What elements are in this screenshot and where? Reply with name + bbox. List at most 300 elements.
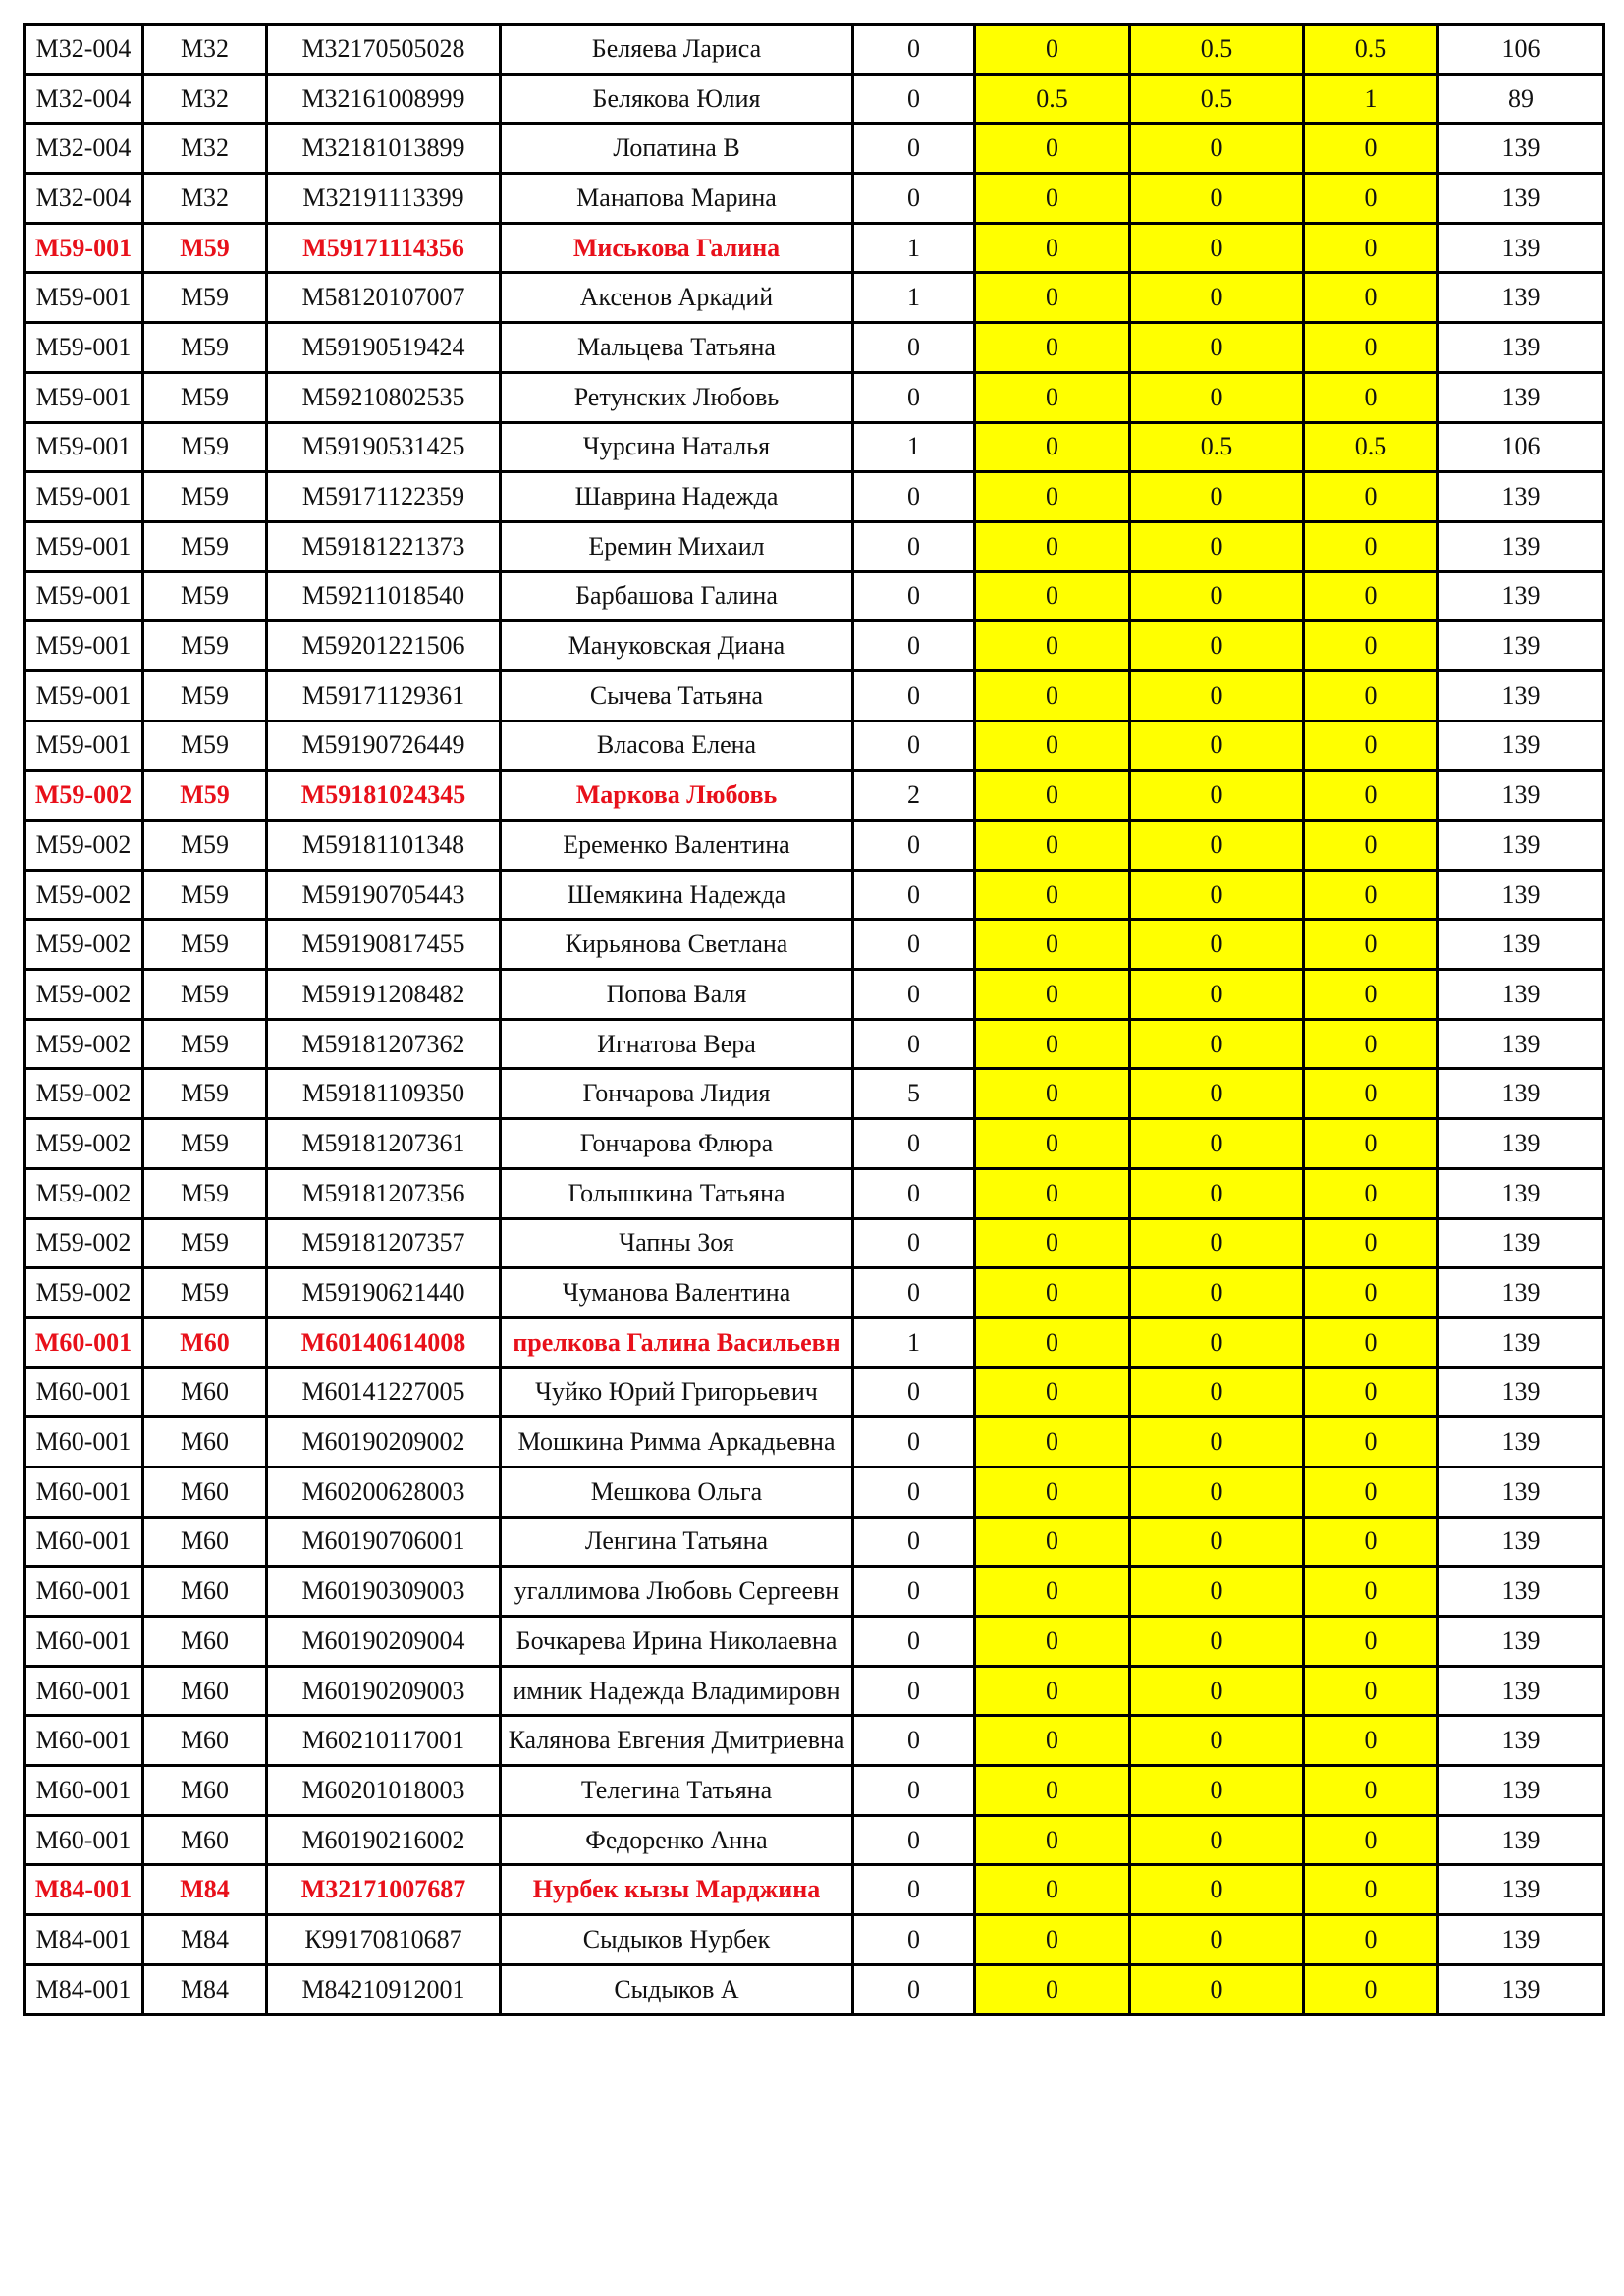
member-name-cell: Беляева Лариса <box>501 25 853 75</box>
member-id-cell: М60140614008 <box>267 1317 501 1367</box>
table-row <box>25 124 1604 174</box>
value-b-cell: 0 <box>1130 670 1304 721</box>
value-a-cell: 0 <box>975 1069 1130 1119</box>
value-c-cell: 0 <box>1304 1367 1438 1417</box>
member-name-cell: Власова Елена <box>501 721 853 771</box>
value-a-cell: 0 <box>975 1567 1130 1617</box>
member-id-cell: М59181024345 <box>267 771 501 821</box>
member-name-cell: Аксенов Аркадий <box>501 273 853 323</box>
branch-code-cell: М59 <box>143 721 267 771</box>
group-code-cell: М59-001 <box>25 372 143 422</box>
value-c-cell: 0 <box>1304 1019 1438 1069</box>
value-b-cell: 0 <box>1130 1168 1304 1218</box>
value-a-cell: 0 <box>975 1367 1130 1417</box>
member-name-cell: Манапова Марина <box>501 174 853 224</box>
member-id-cell: М59201221506 <box>267 621 501 671</box>
branch-code-cell: М59 <box>143 670 267 721</box>
member-id-cell: М32161008999 <box>267 74 501 124</box>
count-cell: 1 <box>853 1317 975 1367</box>
count-cell: 0 <box>853 1168 975 1218</box>
member-id-cell: М32191113399 <box>267 174 501 224</box>
group-code-cell: М32-004 <box>25 174 143 224</box>
branch-code-cell: М59 <box>143 920 267 970</box>
group-code-cell: М59-002 <box>25 870 143 920</box>
group-code-cell: М60-001 <box>25 1417 143 1468</box>
table-row <box>25 621 1604 671</box>
member-name-cell: Еремин Михаил <box>501 521 853 571</box>
branch-code-cell: М60 <box>143 1467 267 1517</box>
member-name-cell: Чуйко Юрий Григорьевич <box>501 1367 853 1417</box>
total-cell: 139 <box>1438 1019 1604 1069</box>
member-id-cell: М59190621440 <box>267 1268 501 1318</box>
value-b-cell: 0.5 <box>1130 422 1304 472</box>
branch-code-cell: М84 <box>143 1964 267 2014</box>
value-a-cell: 0 <box>975 1815 1130 1865</box>
group-code-cell: М60-001 <box>25 1716 143 1766</box>
table-row <box>25 323 1604 373</box>
value-a-cell: 0 <box>975 25 1130 75</box>
group-code-cell: М59-001 <box>25 670 143 721</box>
total-cell: 139 <box>1438 1716 1604 1766</box>
total-cell: 89 <box>1438 74 1604 124</box>
value-b-cell: 0 <box>1130 1317 1304 1367</box>
value-a-cell: 0 <box>975 372 1130 422</box>
value-c-cell: 0 <box>1304 1666 1438 1716</box>
count-cell: 1 <box>853 223 975 273</box>
count-cell: 0 <box>853 74 975 124</box>
value-b-cell: 0 <box>1130 571 1304 621</box>
member-id-cell: М59171129361 <box>267 670 501 721</box>
total-cell: 139 <box>1438 472 1604 522</box>
value-c-cell: 0 <box>1304 1964 1438 2014</box>
count-cell: 0 <box>853 721 975 771</box>
member-name-cell: угаллимова Любовь Сергеевн <box>501 1567 853 1617</box>
table-row <box>25 1915 1604 1965</box>
group-code-cell: М59-001 <box>25 621 143 671</box>
total-cell: 139 <box>1438 1617 1604 1667</box>
group-code-cell: М32-004 <box>25 124 143 174</box>
member-name-cell: Ленгина Татьяна <box>501 1517 853 1567</box>
group-code-cell: М59-002 <box>25 1168 143 1218</box>
value-b-cell: 0 <box>1130 124 1304 174</box>
total-cell: 139 <box>1438 124 1604 174</box>
total-cell: 139 <box>1438 1915 1604 1965</box>
value-c-cell: 0 <box>1304 223 1438 273</box>
branch-code-cell: М60 <box>143 1766 267 1816</box>
value-b-cell: 0 <box>1130 821 1304 871</box>
table-row <box>25 920 1604 970</box>
branch-code-cell: М32 <box>143 124 267 174</box>
value-a-cell: 0.5 <box>975 74 1130 124</box>
table-row <box>25 1517 1604 1567</box>
value-a-cell: 0 <box>975 174 1130 224</box>
total-cell: 139 <box>1438 1815 1604 1865</box>
branch-code-cell: М60 <box>143 1517 267 1567</box>
value-a-cell: 0 <box>975 1019 1130 1069</box>
value-c-cell: 0 <box>1304 670 1438 721</box>
value-c-cell: 0 <box>1304 124 1438 174</box>
table-row <box>25 1666 1604 1716</box>
table-row <box>25 571 1604 621</box>
count-cell: 0 <box>853 372 975 422</box>
value-a-cell: 0 <box>975 1517 1130 1567</box>
member-id-cell: М60200628003 <box>267 1467 501 1517</box>
table-row <box>25 1218 1604 1268</box>
member-id-cell: М60190309003 <box>267 1567 501 1617</box>
branch-code-cell: М59 <box>143 1119 267 1169</box>
value-c-cell: 0 <box>1304 273 1438 323</box>
group-code-cell: М59-002 <box>25 1218 143 1268</box>
table-row <box>25 1567 1604 1617</box>
branch-code-cell: М32 <box>143 174 267 224</box>
value-b-cell: 0 <box>1130 1119 1304 1169</box>
value-a-cell: 0 <box>975 621 1130 671</box>
branch-code-cell: М60 <box>143 1417 267 1468</box>
member-id-cell: М59181207357 <box>267 1218 501 1268</box>
group-code-cell: М59-001 <box>25 472 143 522</box>
group-code-cell: М59-002 <box>25 821 143 871</box>
member-id-cell: М59211018540 <box>267 571 501 621</box>
branch-code-cell: М84 <box>143 1915 267 1965</box>
table-row <box>25 1716 1604 1766</box>
table-row <box>25 1766 1604 1816</box>
table-row <box>25 1367 1604 1417</box>
value-a-cell: 0 <box>975 1865 1130 1915</box>
member-id-cell: М59171114356 <box>267 223 501 273</box>
group-code-cell: М60-001 <box>25 1467 143 1517</box>
value-a-cell: 0 <box>975 1268 1130 1318</box>
count-cell: 0 <box>853 1517 975 1567</box>
value-c-cell: 0 <box>1304 1716 1438 1766</box>
branch-code-cell: М59 <box>143 1019 267 1069</box>
member-name-cell: Лопатина В <box>501 124 853 174</box>
total-cell: 139 <box>1438 970 1604 1020</box>
total-cell: 139 <box>1438 1218 1604 1268</box>
table-row <box>25 1317 1604 1367</box>
value-c-cell: 0 <box>1304 1119 1438 1169</box>
count-cell: 0 <box>853 521 975 571</box>
table-row <box>25 1964 1604 2014</box>
value-a-cell: 0 <box>975 821 1130 871</box>
member-name-cell: Попова Валя <box>501 970 853 1020</box>
count-cell: 0 <box>853 670 975 721</box>
member-id-cell: М59190726449 <box>267 721 501 771</box>
member-id-cell: М84210912001 <box>267 1964 501 2014</box>
member-id-cell: М59190817455 <box>267 920 501 970</box>
branch-code-cell: М59 <box>143 372 267 422</box>
member-name-cell: Чапны Зоя <box>501 1218 853 1268</box>
value-c-cell: 0 <box>1304 721 1438 771</box>
total-cell: 106 <box>1438 422 1604 472</box>
total-cell: 139 <box>1438 571 1604 621</box>
count-cell: 0 <box>853 970 975 1020</box>
value-c-cell: 0 <box>1304 970 1438 1020</box>
count-cell: 0 <box>853 174 975 224</box>
member-name-cell: Гончарова Флюра <box>501 1119 853 1169</box>
member-name-cell: Мешкова Ольга <box>501 1467 853 1517</box>
value-b-cell: 0 <box>1130 920 1304 970</box>
group-code-cell: М84-001 <box>25 1964 143 2014</box>
group-code-cell: М60-001 <box>25 1766 143 1816</box>
member-name-cell: Шемякина Надежда <box>501 870 853 920</box>
value-c-cell: 0.5 <box>1304 25 1438 75</box>
value-b-cell: 0 <box>1130 323 1304 373</box>
branch-code-cell: М59 <box>143 621 267 671</box>
value-c-cell: 0 <box>1304 1268 1438 1318</box>
count-cell: 5 <box>853 1069 975 1119</box>
value-b-cell: 0.5 <box>1130 25 1304 75</box>
value-b-cell: 0 <box>1130 771 1304 821</box>
value-c-cell: 0 <box>1304 1865 1438 1915</box>
value-a-cell: 0 <box>975 124 1130 174</box>
branch-code-cell: М59 <box>143 970 267 1020</box>
count-cell: 0 <box>853 821 975 871</box>
count-cell: 0 <box>853 1367 975 1417</box>
member-id-cell: М59181101348 <box>267 821 501 871</box>
branch-code-cell: М60 <box>143 1317 267 1367</box>
group-code-cell: М59-001 <box>25 422 143 472</box>
member-id-cell: М59190705443 <box>267 870 501 920</box>
count-cell: 0 <box>853 1716 975 1766</box>
member-name-cell: Бочкарева Ирина Николаевна <box>501 1617 853 1667</box>
value-a-cell: 0 <box>975 1766 1130 1816</box>
table-row <box>25 422 1604 472</box>
total-cell: 139 <box>1438 1317 1604 1367</box>
group-code-cell: М60-001 <box>25 1517 143 1567</box>
branch-code-cell: М59 <box>143 1268 267 1318</box>
table-row <box>25 1168 1604 1218</box>
value-c-cell: 0 <box>1304 1915 1438 1965</box>
member-id-cell: М60190216002 <box>267 1815 501 1865</box>
count-cell: 0 <box>853 1617 975 1667</box>
count-cell: 0 <box>853 1915 975 1965</box>
total-cell: 139 <box>1438 372 1604 422</box>
value-a-cell: 0 <box>975 1417 1130 1468</box>
table-row <box>25 521 1604 571</box>
member-id-cell: М32170505028 <box>267 25 501 75</box>
value-b-cell: 0 <box>1130 372 1304 422</box>
branch-code-cell: М59 <box>143 1218 267 1268</box>
total-cell: 139 <box>1438 323 1604 373</box>
table-row <box>25 1865 1604 1915</box>
table-row <box>25 74 1604 124</box>
table-row <box>25 771 1604 821</box>
value-c-cell: 0 <box>1304 1218 1438 1268</box>
table-row <box>25 372 1604 422</box>
total-cell: 139 <box>1438 721 1604 771</box>
branch-code-cell: М59 <box>143 223 267 273</box>
group-code-cell: М59-001 <box>25 721 143 771</box>
value-b-cell: 0 <box>1130 1467 1304 1517</box>
value-b-cell: 0 <box>1130 1716 1304 1766</box>
branch-code-cell: М60 <box>143 1815 267 1865</box>
value-c-cell: 0 <box>1304 1417 1438 1468</box>
total-cell: 139 <box>1438 1168 1604 1218</box>
count-cell: 0 <box>853 1815 975 1865</box>
count-cell: 2 <box>853 771 975 821</box>
count-cell: 1 <box>853 273 975 323</box>
value-b-cell: 0 <box>1130 521 1304 571</box>
branch-code-cell: М32 <box>143 25 267 75</box>
value-b-cell: 0 <box>1130 721 1304 771</box>
count-cell: 0 <box>853 870 975 920</box>
member-id-cell: М59171122359 <box>267 472 501 522</box>
value-b-cell: 0 <box>1130 174 1304 224</box>
member-name-cell: Мошкина Римма Аркадьевна <box>501 1417 853 1468</box>
member-id-cell: М59210802535 <box>267 372 501 422</box>
total-cell: 139 <box>1438 670 1604 721</box>
count-cell: 0 <box>853 1666 975 1716</box>
table-row <box>25 821 1604 871</box>
value-b-cell: 0.5 <box>1130 74 1304 124</box>
branch-code-cell: М59 <box>143 1168 267 1218</box>
value-a-cell: 0 <box>975 472 1130 522</box>
value-b-cell: 0 <box>1130 1417 1304 1468</box>
group-code-cell: М32-004 <box>25 25 143 75</box>
value-a-cell: 0 <box>975 870 1130 920</box>
count-cell: 0 <box>853 1417 975 1468</box>
member-id-cell: М59181221373 <box>267 521 501 571</box>
value-a-cell: 0 <box>975 1317 1130 1367</box>
member-name-cell: Федоренко Анна <box>501 1815 853 1865</box>
member-name-cell: Гончарова Лидия <box>501 1069 853 1119</box>
value-c-cell: 0 <box>1304 1069 1438 1119</box>
member-name-cell: Нурбек кызы Марджина <box>501 1865 853 1915</box>
count-cell: 0 <box>853 472 975 522</box>
value-c-cell: 0 <box>1304 870 1438 920</box>
value-a-cell: 0 <box>975 273 1130 323</box>
branch-code-cell: М60 <box>143 1666 267 1716</box>
total-cell: 139 <box>1438 1367 1604 1417</box>
table-row <box>25 1019 1604 1069</box>
group-code-cell: М59-002 <box>25 970 143 1020</box>
total-cell: 139 <box>1438 1865 1604 1915</box>
value-a-cell: 0 <box>975 1915 1130 1965</box>
table-row <box>25 174 1604 224</box>
value-a-cell: 0 <box>975 1119 1130 1169</box>
value-c-cell: 0 <box>1304 372 1438 422</box>
value-a-cell: 0 <box>975 920 1130 970</box>
member-name-cell: Маркова Любовь <box>501 771 853 821</box>
member-id-cell: М59190519424 <box>267 323 501 373</box>
member-name-cell: прелкова Галина Васильевн <box>501 1317 853 1367</box>
count-cell: 0 <box>853 571 975 621</box>
value-c-cell: 0 <box>1304 821 1438 871</box>
group-code-cell: М59-002 <box>25 1268 143 1318</box>
value-b-cell: 0 <box>1130 1964 1304 2014</box>
table-row <box>25 1467 1604 1517</box>
value-a-cell: 0 <box>975 1716 1130 1766</box>
total-cell: 139 <box>1438 1567 1604 1617</box>
value-a-cell: 0 <box>975 1666 1130 1716</box>
value-b-cell: 0 <box>1130 1517 1304 1567</box>
group-code-cell: М32-004 <box>25 74 143 124</box>
count-cell: 0 <box>853 1964 975 2014</box>
member-name-cell: Мальцева Татьяна <box>501 323 853 373</box>
count-cell: 0 <box>853 621 975 671</box>
group-code-cell: М59-002 <box>25 771 143 821</box>
group-code-cell: М60-001 <box>25 1617 143 1667</box>
data-table <box>23 23 1605 2016</box>
group-code-cell: М60-001 <box>25 1367 143 1417</box>
value-c-cell: 0 <box>1304 1517 1438 1567</box>
group-code-cell: М59-001 <box>25 323 143 373</box>
branch-code-cell: М59 <box>143 273 267 323</box>
value-c-cell: 0 <box>1304 1317 1438 1367</box>
member-name-cell: Шаврина Надежда <box>501 472 853 522</box>
member-id-cell: М32181013899 <box>267 124 501 174</box>
member-id-cell: М58120107007 <box>267 273 501 323</box>
branch-code-cell: М59 <box>143 323 267 373</box>
group-code-cell: М60-001 <box>25 1567 143 1617</box>
branch-code-cell: М59 <box>143 422 267 472</box>
value-b-cell: 0 <box>1130 1019 1304 1069</box>
member-name-cell: Сыдыков А <box>501 1964 853 2014</box>
table-row <box>25 25 1604 75</box>
value-b-cell: 0 <box>1130 621 1304 671</box>
member-name-cell: Мануковская Диана <box>501 621 853 671</box>
value-b-cell: 0 <box>1130 970 1304 1020</box>
group-code-cell: М84-001 <box>25 1865 143 1915</box>
total-cell: 139 <box>1438 273 1604 323</box>
member-id-cell: М59181207356 <box>267 1168 501 1218</box>
group-code-cell: М60-001 <box>25 1815 143 1865</box>
count-cell: 0 <box>853 1268 975 1318</box>
total-cell: 139 <box>1438 1069 1604 1119</box>
total-cell: 139 <box>1438 1467 1604 1517</box>
value-a-cell: 0 <box>975 323 1130 373</box>
group-code-cell: М59-002 <box>25 1069 143 1119</box>
member-name-cell: Голышкина Татьяна <box>501 1168 853 1218</box>
member-id-cell: К99170810687 <box>267 1915 501 1965</box>
branch-code-cell: М84 <box>143 1865 267 1915</box>
group-code-cell: М59-001 <box>25 223 143 273</box>
group-code-cell: М60-001 <box>25 1317 143 1367</box>
count-cell: 0 <box>853 1019 975 1069</box>
value-c-cell: 0 <box>1304 621 1438 671</box>
branch-code-cell: М60 <box>143 1716 267 1766</box>
member-name-cell: Чурсина Наталья <box>501 422 853 472</box>
value-c-cell: 0 <box>1304 1617 1438 1667</box>
table-row <box>25 223 1604 273</box>
member-id-cell: М60190209003 <box>267 1666 501 1716</box>
value-a-cell: 0 <box>975 721 1130 771</box>
value-a-cell: 0 <box>975 1617 1130 1667</box>
table-row <box>25 1119 1604 1169</box>
member-name-cell: Кирьянова Светлана <box>501 920 853 970</box>
branch-code-cell: М60 <box>143 1367 267 1417</box>
value-c-cell: 1 <box>1304 74 1438 124</box>
member-id-cell: М59191208482 <box>267 970 501 1020</box>
total-cell: 139 <box>1438 821 1604 871</box>
table-row <box>25 472 1604 522</box>
count-cell: 0 <box>853 323 975 373</box>
member-name-cell: Белякова Юлия <box>501 74 853 124</box>
member-name-cell: Барбашова Галина <box>501 571 853 621</box>
count-cell: 0 <box>853 1119 975 1169</box>
value-c-cell: 0 <box>1304 1467 1438 1517</box>
count-cell: 0 <box>853 1567 975 1617</box>
group-code-cell: М59-002 <box>25 1119 143 1169</box>
total-cell: 139 <box>1438 920 1604 970</box>
value-a-cell: 0 <box>975 223 1130 273</box>
member-name-cell: Игнатова Вера <box>501 1019 853 1069</box>
table-row <box>25 273 1604 323</box>
value-c-cell: 0 <box>1304 1168 1438 1218</box>
table-row <box>25 721 1604 771</box>
total-cell: 139 <box>1438 1119 1604 1169</box>
value-c-cell: 0.5 <box>1304 422 1438 472</box>
